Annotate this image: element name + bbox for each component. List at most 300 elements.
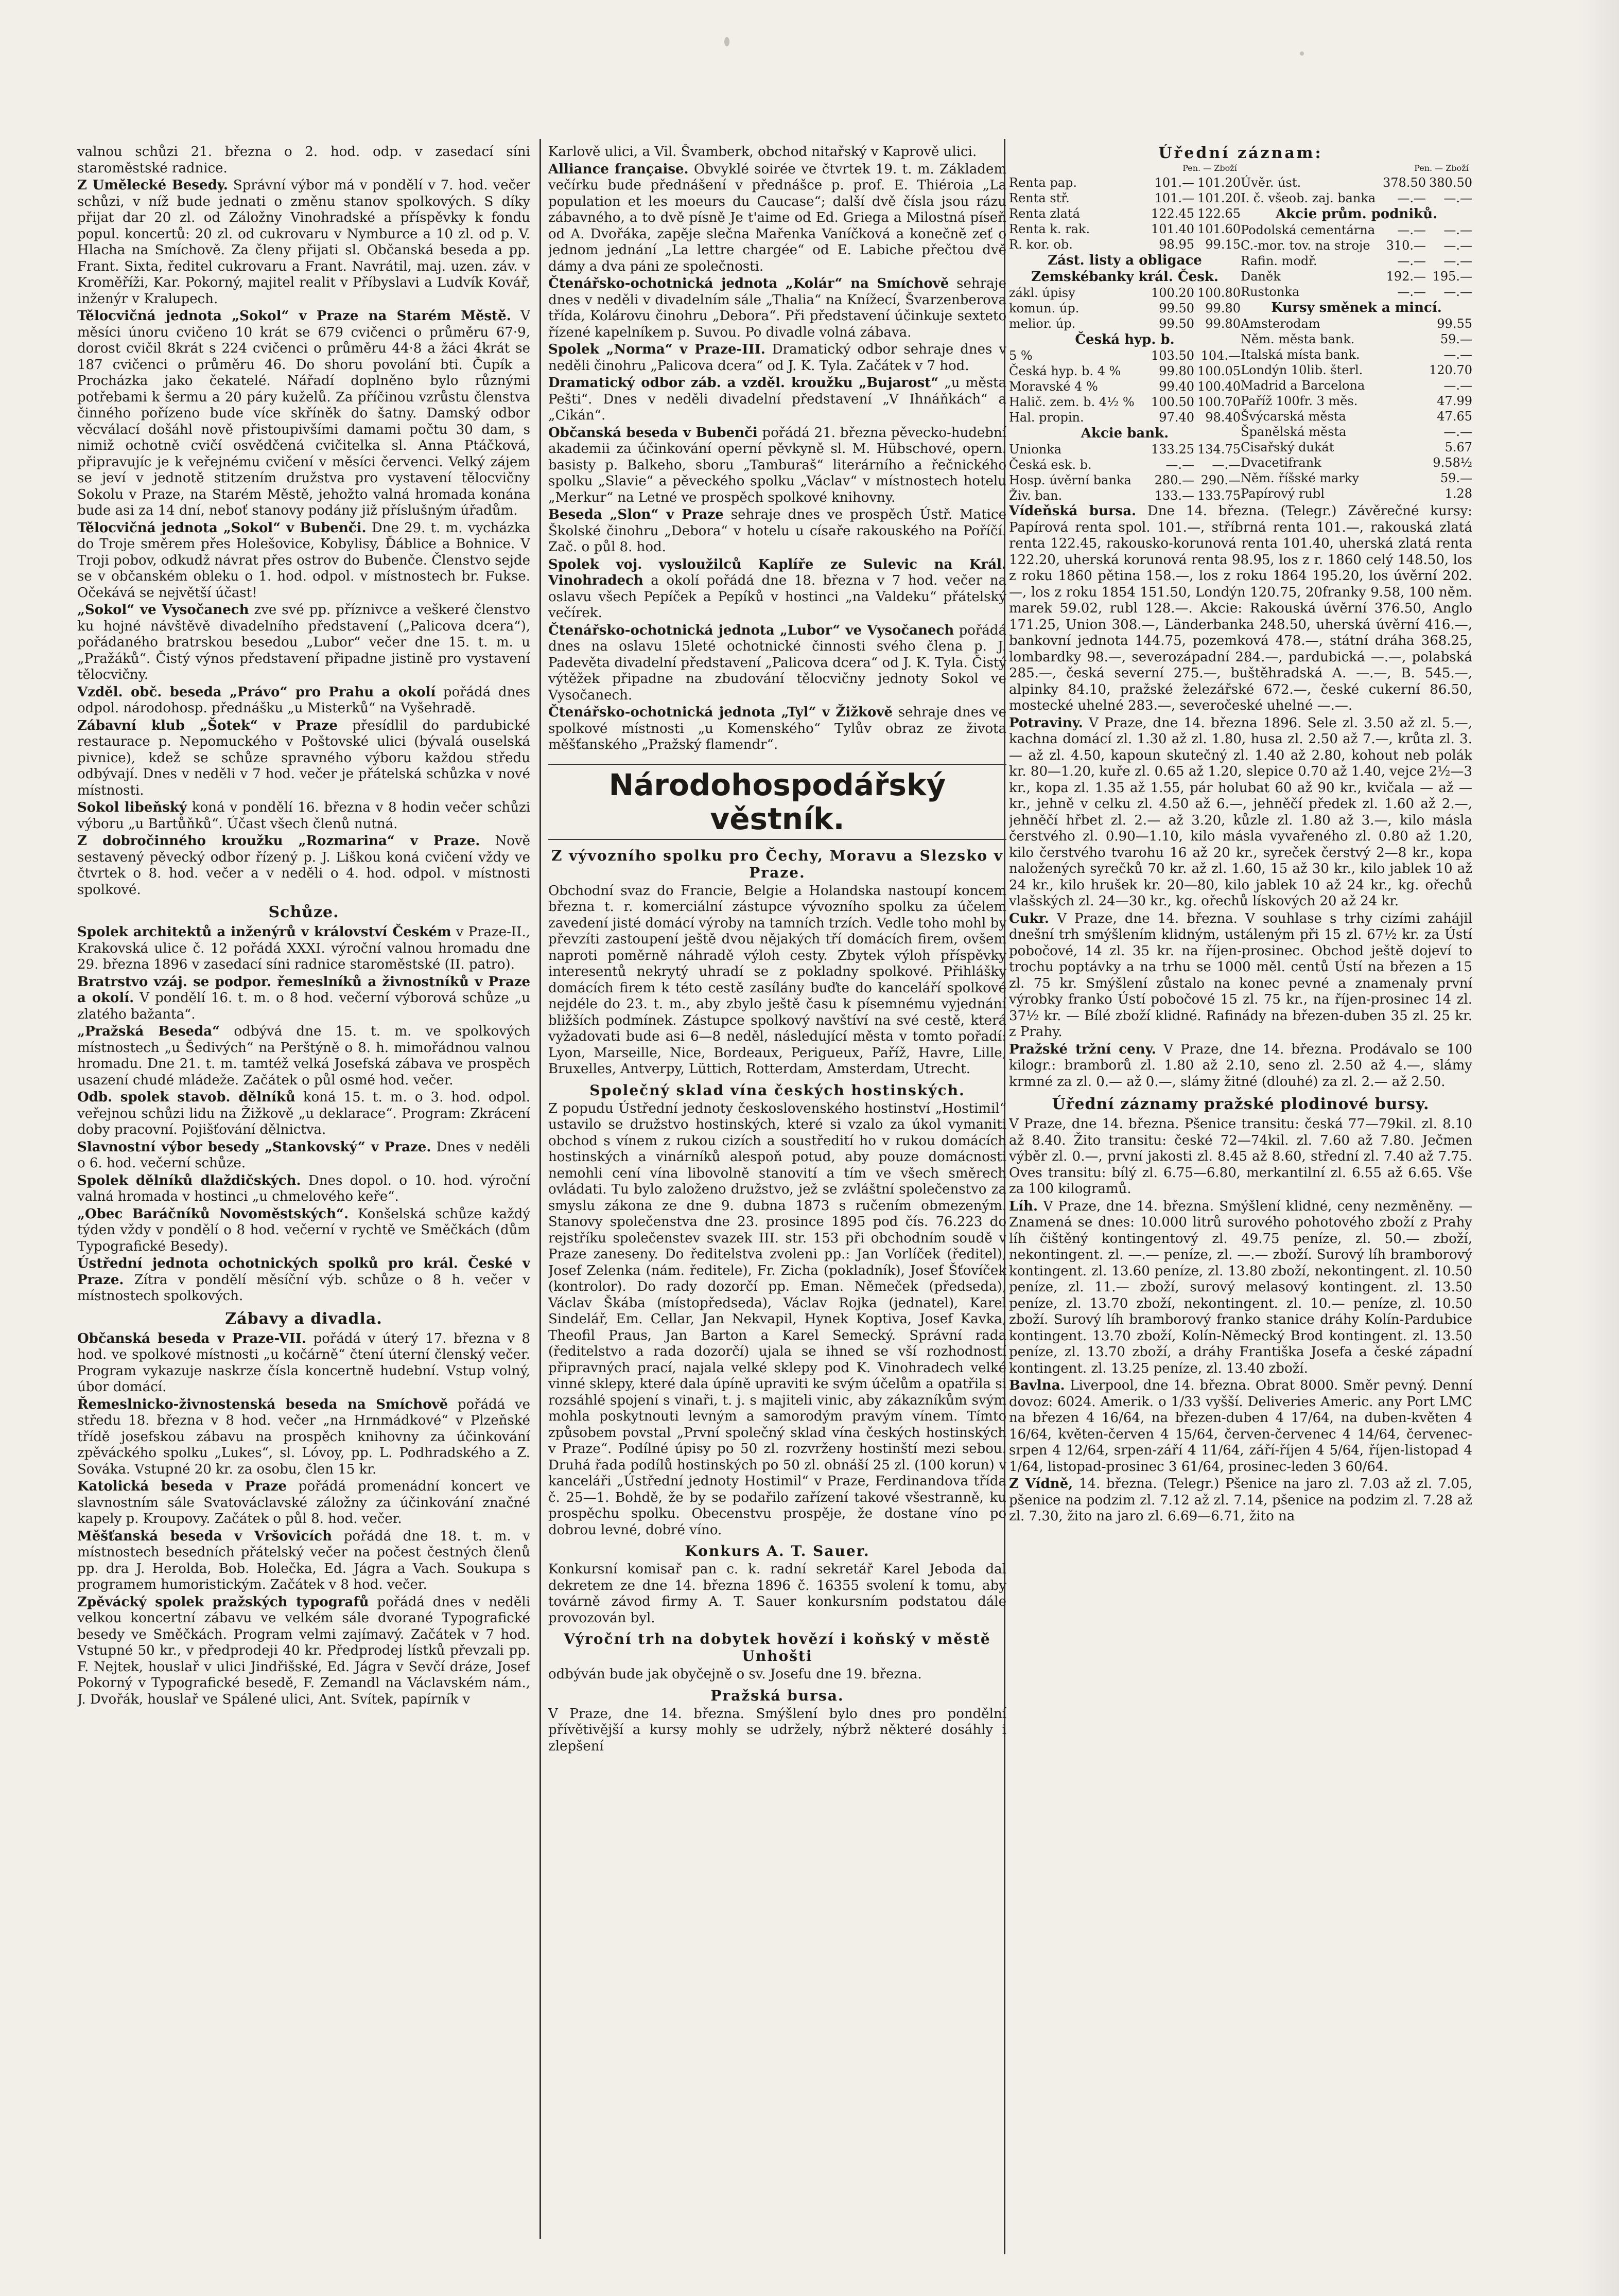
article-paragraph: [77, 1594, 530, 1708]
article-lead: Ústřední jednota ochotnických spolků pro král. České v Praze.: [77, 1256, 530, 1288]
price-ask: —.—: [1443, 254, 1472, 268]
price-bid: 192.—: [1386, 269, 1426, 284]
article-heading: Společný sklad vína českých hostinských.: [589, 1081, 965, 1099]
price-bid: [1380, 347, 1426, 362]
article-text: pořádá v úterý 17. března v 8 hod. ve spolkové místnosti „u kočárně“ čtení úterní členský večer. Program vykazuje naskrze čísla koncertně hudební. Vstup volný, úbor domácí.: [77, 1330, 530, 1395]
price-ask: 47.65: [1437, 409, 1472, 424]
price-ask: 101.60: [1197, 222, 1241, 236]
article-lead: Dramatický odbor záb. a vzděl. kroužku „Bujarost“: [548, 375, 939, 391]
article-lead: Katolická beseda v Praze: [77, 1479, 287, 1494]
price-bid: 99.50: [1159, 301, 1194, 316]
price-bid: [1380, 455, 1426, 470]
article-paragraph: [548, 705, 1006, 753]
article-paragraph: [548, 883, 1006, 1078]
article-paragraph: [548, 1706, 1006, 1755]
article-heading: Výroční trh na dobytek hovězí i koňský v městě Unhošti: [564, 1631, 991, 1664]
article-heading: Konkurs A. T. Sauer.: [685, 1543, 870, 1559]
article-lead: Zábavní klub „Šotek“ v Praze: [77, 717, 338, 733]
table-row: [1009, 206, 1241, 221]
security-name: zákl. úpisy: [1009, 286, 1075, 300]
security-name: I. č. všeob. zaj. banka: [1241, 191, 1376, 205]
table-row: [1241, 269, 1472, 284]
article-paragraph: [548, 162, 1006, 275]
table-row: [1009, 285, 1241, 301]
column-left: [77, 144, 530, 2234]
table-section-label: Kursy směnek a mincí.: [1271, 300, 1442, 316]
price-ask: 99.15: [1205, 237, 1241, 252]
article-paragraph: [77, 974, 530, 1023]
security-name: Španělská města: [1241, 425, 1347, 439]
security-name: Renta pap.: [1009, 176, 1077, 190]
table-row: [1241, 190, 1472, 206]
price-ask: 195.—: [1432, 269, 1472, 284]
article-text: pořádá dnes odpol. národohosp. přednášku „u Misterků“ na Vyšehradě.: [77, 684, 530, 716]
column-right: [1009, 144, 1472, 2265]
column-rule: [539, 139, 541, 2239]
price-ask: —.—: [1443, 378, 1472, 393]
security-name: melior. úp.: [1009, 317, 1076, 331]
table-row: [1241, 284, 1472, 300]
price-ask: 99.55: [1437, 317, 1472, 331]
security-name: Paříž 100fr. 3 měs.: [1241, 394, 1358, 408]
security-name: Rafin. modř.: [1241, 254, 1317, 268]
article-lead: Pražské tržní ceny.: [1009, 1041, 1156, 1057]
article-lead: Občanská beseda v Praze-VII.: [77, 1330, 306, 1346]
price-ask: 5.67: [1444, 440, 1472, 454]
article-text: pořádá dnes v neděli velkou koncertní zábavu ve velkém sále dvorané Typografické besedy ve Směčkách. Program velmi zajímavý. Začátek v 7 hod. Vstupné 50 kr., v předprodeji 40 kr. Předprodej lístků převzali pp. F. Nejtek, houslař v ulici Jindřišské, Ed. Jágra v Sevčí dráze, Josef Pokorný v Typografické besedě, F. Zemandl na Václavském nám., J. Dvořák, houslař ve Spálené ulici, Ant. Svítek, papírník v: [77, 1594, 530, 1707]
article-paragraph: [77, 1529, 530, 1593]
table-row: [1009, 237, 1241, 252]
article-paragraph: [77, 1140, 530, 1172]
price-ask: 134.75: [1197, 442, 1241, 457]
price-ask: 100.40: [1197, 379, 1241, 394]
section-heading: Schůze.: [268, 903, 339, 921]
table-row: [1009, 221, 1241, 237]
article-text: odbývá dne 15. t. m. ve spolkových místnostech „u Šedivých“ na Perštýně o 8. h. mimořádnou valnou hromadu. Dne 21. t. m. tamtéž velká Josefská zábava ve prospěch usazení chudé mládeže. Začátek o půl osmé hod. večer.: [77, 1024, 530, 1088]
security-name: Madrid a Barcelona: [1241, 378, 1365, 393]
head-right: Pen. — Zboží: [1414, 163, 1469, 173]
column-middle: [548, 144, 1006, 2259]
price-ask: 99.80: [1205, 301, 1241, 316]
official-record-title: Úřední záznam:: [1158, 144, 1323, 162]
article-paragraph: [548, 1562, 1006, 1626]
article-paragraph: [77, 602, 530, 683]
table-row: [1241, 455, 1472, 470]
security-name: Něm. města bank.: [1241, 332, 1355, 346]
security-name: Halič. zem. b. 4½ %: [1009, 395, 1135, 409]
article-text: pořádá dnes na oslavu 15leté ochotnické činnosti svého člena p. J. Padevěta divadelní představení „Palicova dcera“ od J. K. Tyla. Čistý výtěžek připadne na zbudování tělocvičny jednoty Sokol ve Vysočanech.: [548, 622, 1006, 703]
article-paragraph: [77, 1397, 530, 1478]
price-ask: —.—: [1443, 223, 1472, 237]
security-name: Česká hyp. b. 4 %: [1009, 364, 1121, 378]
exchange-table-right: [1241, 175, 1472, 503]
table-row: [1009, 488, 1241, 503]
table-row: [1241, 222, 1472, 238]
price-bid: —.—: [1397, 285, 1426, 299]
article-text: a okolí pořádá dne 18. března v 7 hod. večer na oslavu všech Pepíček a Pepíků v hostinci „na Valdeku“ přátelský večírek.: [548, 573, 1006, 621]
article-paragraph: [77, 1173, 530, 1205]
article-lead: Odb. spolek stavob. dělníků: [77, 1090, 295, 1105]
price-ask: —.—: [1443, 285, 1472, 299]
table-section-label: Akcie prům. podniků.: [1275, 206, 1438, 222]
article-paragraph: [1009, 1199, 1472, 1377]
article-paragraph: [77, 685, 530, 717]
article-paragraph: [77, 1256, 530, 1305]
article-lead: Cukr.: [1009, 910, 1049, 926]
price-ask: 101.20: [1197, 191, 1241, 205]
article-paragraph: [1009, 1116, 1472, 1198]
price-bid: 133.—: [1154, 488, 1194, 503]
article-text: V Praze, dne 14. března. Smýšlení klidné, ceny nezměněny. — Znamená se dnes: 10.000 litrů surového pohotového zboží z Prahy líh čištěný kontingentový zl. 49.75 peníze, zl. 50.— zboží, nekontingent. zl. —.— peníze, zl. —.— zboží. Surový líh bramborový kontingent. zl. 13.60 peníze, zl. 13.80 zboží, nekontingent. zl. 10.50 peníze, zl. 11.— zboží, surový melasový kontingent. zl. 13.50 peníze, zl. 13.70 zboží, nekontingent. zl. 10.— peníze, zl. 10.50 zboží. Surový líh bramborový franko stanice dráhy Kolín-Pardubice kontingent. 13.70 zboží, Kolín-Německý Brod kontingent. zl. 13.50 peníze, zl. 13.70 zboží, a dráhy Františka Josefa a české západní kontingent. zl. 13.25 peníze, zl. 13.40 zboží.: [1009, 1198, 1472, 1376]
article-text: Nově sestavený pěvecký odbor řízený p. J. Liškou koná cvičení vždy ve čtvrtek o 8. hod. večer a v neděli o 4. hod. odpol. v místnosti spolkové.: [77, 833, 530, 898]
price-ask: 101.20: [1197, 176, 1241, 190]
price-ask: —.—: [1443, 347, 1472, 362]
article-paragraph: [1009, 1476, 1472, 1525]
article-lead: Spolek voj. vysloužilců Kaplíře ze Sulevic na Král. Vinohradech: [548, 556, 1006, 588]
price-bid: [1380, 316, 1426, 331]
price-bid: [1380, 362, 1426, 378]
table-row: [1241, 253, 1472, 269]
article-text: V pondělí 16. t. m. o 8 hod. večerní výborová schůze „u zlatého bažanta“.: [77, 990, 530, 1022]
article-text: V Praze, dne 14. března. Smýšlení bylo dnes pro pondělní přívětivější a kursy mohly se udržely, nýbrž některé dosáhly i zlepšení: [548, 1706, 1006, 1754]
price-bid: [1380, 378, 1426, 393]
article-lead: Slavnostní výbor besedy „Stankovský“ v Praze.: [77, 1139, 431, 1155]
price-ask: 99.80: [1205, 317, 1241, 331]
table-section-label: Česká hyp. b.: [1075, 332, 1175, 347]
price-bid: 100.20: [1151, 286, 1194, 300]
security-name: Rustonka: [1241, 285, 1300, 299]
article-text: Dne 14. března. (Telegr.) Závěrečné kursy: Papírová renta spol. 101.—, stříbrná renta 101.—, rakouská zlatá renta 122.45, rakousko-korunová renta 101.40, uherská zlatá renta 122.20, uherská korunová renta 98.95, los z r. 1860 celý 148.50, los z roku 1860 pětina 158.—, los z roku 1864 195.20, los úvěrní 202.—, los z roku 1854 151.50, Londýn 120.75, 20franky 9.58, 100 něm. marek 59.02, rubl 128.—. Akcie: Rakouská úvěrní 376.50, Anglo 171.25, Union 308.—, Länderbanka 248.50, uherská úvěrní 416.—, bankovní jednota 144.75, pozemková 478.—, státní dráha 368.25, lombardky 98.—, severozápadní 284.—, pardubická —.—, polabská 285.—, česká severní 275.—, buštěhradská A. —.—, B. 545.—, alpinky 84.10, pražské železářské 672.—, české cukerní 86.50, mostecké uhelné 283.—, severočeské uhelné —.—.: [1009, 503, 1472, 713]
article-lead: Čtenářsko-ochotnická jednota „Kolár“ na Smíchově: [548, 276, 949, 291]
table-row: [1009, 316, 1241, 331]
article-paragraph: [548, 276, 1006, 341]
article-lead: Tělocvičná jednota „Sokol“ v Bubenči.: [77, 520, 367, 536]
article-text: V Praze, dne 14. března. Prodávalo se 100 kilogr.: bramborů zl. 1.80 až 2.10, seno zl. 2.50 až 4.—, slámy krmné za zl. 0.— až 0.—, slámy žitné (dlouhé) za zl. 2.— až 2.50.: [1009, 1041, 1472, 1090]
price-bid: 122.45: [1151, 206, 1194, 221]
price-bid: 101.—: [1154, 191, 1194, 205]
price-bid: [1380, 440, 1426, 455]
economic-section-title: Národohospodářský věstník.: [548, 764, 1006, 840]
article-lead: Vzděl. obč. beseda „Právo“ pro Prahu a okolí: [77, 684, 436, 700]
security-name: Unionka: [1009, 442, 1062, 457]
article-text: 14. března. (Telegr.) Pšenice na jaro zl. 7.03 až zl. 7.05, pšenice na podzim zl. 7.12 až zl. 7.14, pšenice na podzim zl. 7.28 až zl. 7.30, žito na jaro zl. 6.69—6.71, žito na: [1009, 1476, 1472, 1524]
article-text: Z popudu Ústřední jednoty československého hostinství „Hostimil“ ustavilo se družstvo hostinských, které si vzalo za úkol vymaniti obchod s vínem z rukou cizích a soustředití ho v rukou domácích hostinských a vinárníků alespoň potud, aby pouze domácnosti nemohli cení vína libovolně stanovití a tím ve všech směrech ovládati. Tu bylo založeno družstvo, jež se zvláštní společenstvo za smyslu zákona ze dne 9. dubna 1873 s ručením obmezeným. Stanovy společenstva dne 23. prosince 1895 pod čís. 76.223 do rejstříku společenstev svazek III. str. 153 při obchodním soudě v Praze zaneseny. Do ředitelstva zvoleni pp.: Jan Vorlíček (ředitel), Josef Zelenka (nám. ředitele), Fr. Zicha (pokladník), Josef Šťovíček (kontrolor). Do rady dozorčí pp. Eman. Němeček (předseda), Václav Škába (místopředseda), Václav Rojka (jednatel), Karel Sindelář, Em. Cellar, Jan Nekvapil, Hynek Koptiva, Josef Kavka, Theofil Praus, Jan Barton a Karel Semecký. Správní rada (ředitelstvo a rada dozorčí) ujala se ihned se vší rozhodností připravných prací, najala velké sklepy pod K. Vinohradech velké vinné sklepy, které dala úpíně upraviti ke svým účelům a opatřila si rozsáhlé spojení s vinaři, t. j. s majiteli vinic, aby zákazníkům svým mohla poskytnouti levným a samorodým pravým vínem. Tímto způsobem povstal „První společný sklad vína českých hostinských v Praze“. Podílné úpisy po 50 zl. rozvrženy hostinští mezi sebou. Druhá řada podílů hostinských po 50 zl. obnáší 25 zl. (100 korun) v kanceláři „Ústřední jednoty Hostimil“ v Praze, Ferdinandova třída č. 25—1. Bohdě, že by se podařilo zařízení takové všestranně, ku prospěchu spolku. Obecenstvu prospěje, že dostane víno po dobrou levné, dobré víno.: [548, 1100, 1006, 1538]
security-name: Dvacetifrank: [1241, 455, 1321, 470]
article-paragraph: [77, 178, 530, 307]
article-text: koná v pondělí 16. března v 8 hodin večer schůzi výboru „u Bartůňků“. Účast všech členů nutná.: [77, 800, 530, 832]
article-paragraph: [1009, 503, 1472, 714]
article-text: sehraje dnes v neděli v divadelním sále „Thalia“ na Knížecí, Švarzenberova třída, Kolárovu činohru „Debora“. Při představení účinkuje sexteto řízené kapelníkem p. Suvou. Po divadle volná zábava.: [548, 276, 1006, 340]
security-name: Hal. propin.: [1009, 410, 1084, 425]
article-paragraph: [77, 718, 530, 799]
article-lead: Bavlna.: [1009, 1378, 1065, 1393]
article-text: sehraje dnes ve prospěch Ústř. Matice Školské činohru „Debora“ v hotelu u císaře rakouského na Poříčí. Zač. o půl 8. hod.: [548, 507, 1006, 555]
security-name: 5 %: [1009, 348, 1033, 363]
article-lead: Občanská beseda v Bubenči: [548, 425, 758, 441]
article-text: Obchodní svaz do Francie, Belgie a Holandska nastoupí koncem března t. r. komerciální zástupce vývozního spolku za účelem zavedení jisté domácí výroby na tamních trzích. Vedle toho mohl by převzíti zastoupení ještě dvou nějakých tří domácích firem, ovšem naproti poměrně náhradě výloh cesty. Zbytek výloh příspěvky interesentů nekrytý uhradí se z pokladny spolkové. Přihlášky domácích firem k této cestě zasílány buďte do kanceláří spolkové nejdéle do 23. t. m., aby zbylo ještě času k písemnému vyjednání bližších podmínek. Zástupce spolkový navštíví na své cestě, která vyžadovati bude asi 6—8 neděl, následující města v tomto pořadí: Lyon, Marseille, Nice, Bordeaux, Perigueux, Paříž, Havre, Lille, Bruxelles, Antverpy, Lüttich, Rotterdam, Amsterdam, Utrecht.: [548, 883, 1006, 1077]
security-name: Podolská cementárna: [1241, 223, 1376, 237]
table-row: [1009, 348, 1241, 363]
article-lead: Čtenářsko-ochotnická jednota „Tyl“ v Žižkově: [548, 705, 893, 720]
article-lead: Zpěvácký spolek pražských typografů: [77, 1594, 369, 1610]
table-row: [1241, 424, 1472, 440]
table-section-label: Zást. listy a obligace: [1048, 253, 1202, 268]
price-bid: [1380, 486, 1426, 501]
security-name: Moravské 4 %: [1009, 379, 1098, 394]
article-paragraph: [548, 342, 1006, 374]
price-bid: —.—: [1165, 458, 1194, 472]
article-text: koná 15. t. m. o 3. hod. odpol. veřejnou schůzi lidu na Žižkově „u deklarace“. Program: Zkrácení doby pracovní. Pojišťování dělnictva.: [77, 1090, 530, 1137]
article-lead: Líh.: [1009, 1198, 1038, 1214]
price-bid: 99.40: [1159, 379, 1194, 394]
ink-spot: [1300, 51, 1304, 56]
table-row: [1241, 362, 1472, 378]
article-paragraph: [77, 144, 530, 177]
price-ask: 122.65: [1197, 206, 1241, 221]
price-bid: 103.50: [1151, 348, 1194, 363]
table-row: [1009, 394, 1241, 410]
article-heading: Z vývozního spolku pro Čechy, Moravu a Slezsko v Praze.: [551, 847, 1004, 881]
table-section-label: Akcie bank.: [1081, 426, 1169, 441]
price-bid: [1380, 331, 1426, 347]
price-bid: 280.—: [1154, 473, 1194, 487]
article-paragraph: [77, 833, 530, 898]
security-name: Renta zlatá: [1009, 206, 1080, 221]
article-lead: „Sokol“ ve Vysočanech: [77, 602, 249, 618]
price-bid: 101.—: [1154, 176, 1194, 190]
article-paragraph: [77, 1090, 530, 1138]
price-bid: —.—: [1397, 191, 1426, 205]
article-paragraph: [1009, 911, 1472, 1041]
article-lead: Vídeňská bursa.: [1009, 503, 1137, 519]
price-bid: 98.95: [1159, 237, 1194, 252]
article-text: Dnes dopol. o 10. hod. výroční valná hromada v hostinci „u chmelového keře“.: [77, 1172, 530, 1204]
price-ask: 1.28: [1444, 486, 1472, 501]
exchange-tables: [1009, 175, 1472, 503]
exchange-table-left: [1009, 175, 1241, 503]
article-paragraph: [1009, 1042, 1472, 1091]
article-lead: Z dobročinného kroužku „Rozmarina“ v Praze.: [77, 833, 480, 849]
article-lead: „Obec Baráčníků Novoměstských“.: [77, 1206, 349, 1222]
table-row: [1009, 442, 1241, 457]
article-text: Dramatický odbor sehraje dnes v neděli činohru „Palicova dcera“ od J. K. Tyla. Začátek v 7 hod.: [548, 342, 1006, 374]
article-lead: Spolek dělníků dlaždičských.: [77, 1172, 301, 1188]
price-ask: 100.05: [1197, 364, 1241, 378]
article-text: Karlově ulici, a Vil. Švamberk, obchod nitařský v Kaprově ulici.: [548, 144, 977, 160]
article-text: Dnes v neděli o 6. hod. večerní schůze.: [77, 1139, 530, 1171]
table-row: [1241, 440, 1472, 455]
table-row: [1009, 190, 1241, 206]
security-name: Živ. ban.: [1009, 488, 1063, 503]
article-text: Liverpool, dne 14. března. Obrat 8000. Směr pevný. Denní dovoz: 6024. Amerik. o 1/33 vyšší. Deliveries Americ. any Port LMC na březen 4 16/64, na březen-duben 4 17/64, na duben-květen 4 16/64, květen-červen 4 15/64, červen-červenec 4 14/64, červenec-srpen 4 12/64, srpen-září 4 11/64, září-říjen 4 5/64, říjen-listopad 4 1/64, listopad-prosinec 3 61/64, prosinec-leden 3 60/64.: [1009, 1378, 1472, 1475]
article-paragraph: [77, 1479, 530, 1528]
article-lead: Z Vídně,: [1009, 1476, 1073, 1492]
price-bid: 97.40: [1159, 410, 1194, 425]
security-name: Italská místa bank.: [1241, 347, 1360, 362]
article-text: „u města Pešti“. Dnes v neděli divadelní představení „V Ihnáňkách“ a „Cikán“.: [548, 375, 1006, 423]
price-ask: 104.—: [1200, 348, 1241, 363]
price-ask: —.—: [1443, 191, 1472, 205]
article-text: Správní výbor má v pondělí v 7. hod. večer schůzi, v níž bude jednati o změnu stanov spolkových. S díky přijat dar 20 zl. od Záložny Vinohradské a příspěvky k fondu popul. koncertů: 20 zl. od cukrovaru v Nymburce a 10 zl. od p. V. Hlacha na Smíchově. Za členy přijati sl. Občanská beseda a pp. Frant. Sixta, ředitel cukrovaru a Frant. Navrátil, maj. uzen. záv. v Kroměříži, Kar. Pokorný, majitel realit v Příbyslavi a Ludvík Kovář, inženýr v Kralupech.: [77, 178, 530, 307]
price-bid: 99.80: [1159, 364, 1194, 378]
table-row: [1241, 175, 1472, 190]
table-row: [1241, 393, 1472, 409]
price-bid: 133.25: [1151, 442, 1194, 457]
table-row: [1009, 175, 1241, 190]
head-left: Pen. — Zboží: [1182, 163, 1237, 173]
article-text: Konšelská schůze každý týden vždy v pondělí o 8 hod. večerní v rychtě ve Směčkách (dům Typografické Besedy).: [77, 1206, 530, 1254]
price-ask: 290.—: [1200, 473, 1241, 487]
article-text: přesídlil do pardubické restaurace p. Nepomuckého v Poštovské ulici (bývalá ouselská pivnice), kdež se schůze spravného výboru každou středu odbývají. Dnes v neděli v 7 hod. večer je přátelská schůzka v nové místnosti.: [77, 717, 530, 798]
table-row: [1241, 316, 1472, 331]
article-paragraph: [77, 1206, 530, 1255]
price-bid: —.—: [1397, 223, 1426, 237]
article-lead: Tělocvičná jednota „Sokol“ v Praze na Starém Městě.: [77, 308, 511, 324]
table-row: [1241, 486, 1472, 501]
price-ask: 59.—: [1440, 332, 1472, 346]
article-paragraph: [548, 144, 1006, 161]
security-name: Něm. říšské marky: [1241, 471, 1360, 485]
article-lead: Bratrstvo vzáj. se podpor. řemeslníků a živnostníků v Praze a okolí.: [77, 974, 530, 1006]
article-paragraph: [1009, 1378, 1472, 1475]
security-name: komun. úp.: [1009, 301, 1080, 316]
article-text: V Praze, dne 14. března 1896. Sele zl. 3.50 až zl. 5.—, kachna domácí zl. 1.30 až zl. 1.80, husa zl. 2.50 až 7.—, krůta zl. 3.— až zl. 4.50, kapoun skutečný zl. 1.40 až 2.80, kohout neb polák kr. 80—1.20, kuře zl. 0.65 až 1.20, slepice 0.70 až 1.40, vejce 2½—3 kr., kopa zl. 1.35 až 1.55, pár holubat 60 až 90 kr., kvičala — až — kr., jehně v celku zl. 4.50 až 6.—, jehněčí předek zl. 1.60 až 2.—, jehněčí hřbet zl. 2.— až 3.20, kůzle zl. 1.80 až 3.—, kilo másla čerstvého zl. 0.90—1.10, kilo másla vyvařeného zl. 0.80 až 1.20, kilo čerstvého tvarohu 16 až 20 kr., syreček čerstvý 2—8 kr., kopa naložených syrečků 70 kr. až zl. 1.60, 15 až 30 kr., kilo jablek 10 až 24 kr., kilo hrušek kr. 20—80, kilo jablek 10 až 24 kr., kg. ořechů vlašských zl. 24—30 kr., kg. ořechů lískových 20 až 24 kr.: [1009, 715, 1472, 909]
article-text: pořádá promenádní koncert ve slavnostním sále Svatováclavské záložny za účinkování značné kapely p. Kroupovy. Začátek o půl 8. hod. večer.: [77, 1479, 530, 1527]
article-text: Dne 29. t. m. vycházka do Troje směrem přes Holešovice, Kobylisy, Ďáblice a Bohnice. V Troji pobov, odkudž návrat přes ostrov do Bubenče. Členstvo sejde se v občanském obleku o 1. hod. odpol. v místnostech br. Fukse. Očekává se největší účast!: [77, 520, 530, 601]
page-edge-shadow: [1578, 0, 1619, 2296]
table-row: [1241, 409, 1472, 424]
price-ask: 98.40: [1205, 410, 1241, 425]
price-bid: 101.40: [1151, 222, 1194, 236]
price-ask: 59.—: [1440, 471, 1472, 485]
price-ask: —.—: [1212, 458, 1241, 472]
price-ask: 47.99: [1437, 394, 1472, 408]
security-name: Česká esk. b.: [1009, 458, 1092, 472]
article-paragraph: [548, 507, 1006, 556]
article-paragraph: [77, 520, 530, 602]
price-bid: [1380, 393, 1426, 409]
price-bid: [1380, 470, 1426, 486]
table-row: [1241, 238, 1472, 253]
price-ask: —.—: [1443, 238, 1472, 253]
security-name: Švýcarská města: [1241, 409, 1346, 424]
article-text: Konkursní komisař pan c. k. radní sekretář Karel Jeboda dal dekretem ze dne 14. března 1896 č. 16355 svolení k tomu, aby továrně závod firmy A. T. Sauer konkursním podstatou dále provozován byl.: [548, 1562, 1006, 1626]
article-text: pořádá dne 18. t. m. v místnostech besedních přátelský večer na počest čestných členů pp. dra J. Herolda, Bob. Holečka, Ed. Jágra a Vach. Soukupa s programem humoristickým. Začátek v 8 hod. večer.: [77, 1528, 530, 1592]
price-ask: 9.58½: [1433, 455, 1472, 470]
price-bid: [1380, 409, 1426, 424]
article-lead: Spolek architektů a inženýrů v království Českém: [77, 924, 451, 940]
price-bid: [1380, 424, 1426, 440]
table-row: [1009, 363, 1241, 379]
article-text: zve své pp. příznivce a veškeré členstvo ku hojné návštěvě divadelního představení („Palicova dcera“), pořádaného bratrskou besedou „Lubor“ večer dne 15. t. m. u „Pražáků“. Čistý výnos představení připadne jistině pro vystavení tělocvičny.: [77, 602, 530, 682]
article-paragraph: [77, 924, 530, 973]
article-paragraph: [77, 1024, 530, 1089]
table-row: [1009, 410, 1241, 425]
security-name: Hosp. úvěrní banka: [1009, 473, 1131, 487]
article-lead: Měšťanská beseda v Vršovicích: [77, 1528, 332, 1544]
price-bid: —.—: [1397, 254, 1426, 268]
article-paragraph: [548, 375, 1006, 424]
article-text: V měsíci únoru cvičeno 10 krát se 679 cvičenci o průměru 67·9, dorost cvičil 8krát s 224 cvičenci o průměru 44·8 a žáci 4krát se 187 cvičenci o průměru 46. Do shoru povolání bti. Čupík a Procházka jako čekatelé. Nářadí doplněno bylo různými potřebami k šermu a 20 páry kuželů. Za příčinou vzrůstu členstva činného pořízeno bude více skříněk do šatny. Damský odbor věcválací došáhl nově přistoupivšími damami počtu 30 dam, s nimiž ochotně cvičí osvědčená cvičitelka sl. Anna Ptáčková, připravujíc je k veřejnému cvičení v měsíci červenci. Velký zájem se jeví v jednotě stitzením družstva pro vystavení tělocvičny Sokolu v Praze, na Starém Městě, jehožto valná hromada konána bude asi za 14 dní, neboť stanovy podány již příslušným úřadům.: [77, 308, 530, 518]
article-heading: Pražská bursa.: [710, 1687, 844, 1704]
security-name: R. kor. ob.: [1009, 237, 1073, 252]
article-paragraph: [548, 425, 1006, 506]
article-lead: Sokol libeňský: [77, 800, 187, 815]
article-lead: Spolek „Norma“ v Praze-III.: [548, 342, 765, 357]
table-row: [1009, 457, 1241, 472]
article-paragraph: [548, 623, 1006, 704]
security-name: Londýn 10lib. šterl.: [1241, 363, 1363, 377]
table-head: [1009, 163, 1472, 173]
article-text: Obvyklé soirée ve čtvrtek 19. t. m. Základem večírku bude přednášení v přednášce p. prof. E. Thiéroia „La population et les moeurs du Caucase“; další dvě čísla jsou rázu zábavného, a to dvě písně Je t'aime od Ed. Griega a Milostná píseň od A. Dvořáka, zapěje slečna Mařenka Vaníčková a konečně zeť o jednom jednání „La lettre chargée“ od E. Labiche přečtou dvě dámy a dva páni ze společnosti.: [548, 161, 1006, 274]
table-section-label: Zemskébanky král. Česk.: [1031, 269, 1218, 285]
price-ask: 100.80: [1197, 286, 1241, 300]
security-name: Úvěr. úst.: [1241, 176, 1301, 190]
article-lead: Řemeslnicko-živnostenská beseda na Smíchově: [77, 1396, 448, 1412]
price-ask: 100.70: [1197, 395, 1241, 409]
article-lead: Z Umělecké Besedy.: [77, 178, 228, 193]
security-name: Renta k. rak.: [1009, 222, 1090, 236]
article-paragraph: [77, 308, 530, 519]
table-row: [1241, 331, 1472, 347]
security-name: C.-mor. tov. na stroje: [1241, 238, 1370, 253]
table-row: [1009, 379, 1241, 394]
price-ask: 120.70: [1429, 363, 1472, 377]
article-lead: Čtenářsko-ochotnická jednota „Lubor“ ve Vysočanech: [548, 622, 954, 638]
price-bid: 310.—: [1386, 238, 1426, 253]
table-row: [1009, 472, 1241, 488]
article-paragraph: [77, 1331, 530, 1396]
table-row: [1241, 347, 1472, 362]
article-text: Zítra v pondělí měsíční výb. schůze o 8 h. večer v místnostech spolkových.: [77, 1272, 530, 1304]
article-text: sehraje dnes ve spolkové místnosti „u Komenského“ Tylův obraz ze života měšťanského „Pražský flamendr“.: [548, 705, 1006, 752]
article-lead: Beseda „Slon“ v Praze: [548, 507, 724, 522]
article-text: v Praze-II., Krakovská ulice č. 12 pořádá XXXI. výroční valnou hromadu dne 29. března 1896 v zasedací síni radnice staroměstské (II. patro).: [77, 924, 530, 972]
article-text: V Praze, dne 14. března. Pšenice transitu: česká 77—79kil. zl. 8.10 až 8.40. Žito transitu: české 72—74kil. zl. 7.60 až 7.80. Ječmen výběr zl. 0.—, první jakosti zl. 8.45 až 8.60, střední zl. 7.40 až 7.75. Oves transitu: bílý zl. 6.75—6.80, merkantilní zl. 6.55 až 6.65. Vše za 100 kilogramů.: [1009, 1116, 1472, 1197]
security-name: Renta stř.: [1009, 191, 1070, 205]
article-paragraph: [548, 1101, 1006, 1539]
price-bid: 99.50: [1159, 317, 1194, 331]
table-row: [1009, 301, 1241, 316]
article-lead: Potraviny.: [1009, 715, 1083, 731]
article-text: pořádá 21. března pěvecko-hudební akademii za účinkování operní pěvkyně sl. M. Hübschové, opern. basisty p. Balkeho, sboru „Tamburaš“ literárního a řečnického spolku „Slavie“ a pěveckého spolku „Václav“ v místnostech hotelu „Merkur“ na Letné ve prospěch spolkové knihovny.: [548, 425, 1006, 505]
article-text: pořádá ve středu 18. března v 8 hod. večer „na Hrnmádkové“ v Plzeňské třídě josefskou zábavu na prospěch knihovny za účinkování zpěváckého spolku „Lukes“, sl. Lóvoy, pp. L. Podhradského a Z. Sováka. Vstupné 20 kr. za osobu, člen 15 kr.: [77, 1396, 530, 1477]
table-row: [1241, 470, 1472, 486]
price-ask: —.—: [1443, 425, 1472, 439]
ink-spot: [724, 37, 729, 46]
price-ask: 133.75: [1197, 488, 1241, 503]
article-text: odbýván bude jak obyčejně o sv. Josefu dne 19. března.: [548, 1667, 922, 1682]
price-bid: 378.50: [1383, 176, 1426, 190]
security-name: Amsterodam: [1241, 317, 1320, 331]
market-reports: [1009, 503, 1472, 1525]
article-text: V Praze, dne 14. března. V souhlase s trhy cizími zahájil dnešní trh smýšlením klidným, ustáleným při 15 zl. 67½ kr. za Ústí pobočové, 14 zl. 35 kr. na říjen-prosinec. Obchod ještě dojeví to trochu poptávky a na trhu se 1000 měl. centů Ústí na březen a 15 zl. 75 kr. Smýšlení zůstalo na konec pevné a znamenaly první výrobky franko Ústí pobočové 15 zl. 75 kr., na říjen-prosinec 14 zl. 37½ kr. — Bílé zboží klidné. Rafinády na březen-duben 35 zl. 25 kr. z Prahy.: [1009, 910, 1472, 1040]
section-heading: Úřední záznamy pražské plodinové bursy.: [1052, 1095, 1430, 1113]
security-name: Daněk: [1241, 269, 1281, 284]
article-paragraph: [548, 1667, 1006, 1683]
section-heading: Zábavy a divadla.: [225, 1309, 382, 1328]
article-lead: „Pražská Beseda“: [77, 1024, 220, 1039]
article-paragraph: [548, 557, 1006, 622]
article-paragraph: [1009, 715, 1472, 910]
price-ask: 380.50: [1429, 176, 1472, 190]
security-name: Cisařský dukát: [1241, 440, 1334, 454]
article-lead: Alliance française.: [548, 161, 689, 177]
article-paragraph: [77, 800, 530, 832]
table-row: [1241, 378, 1472, 393]
price-bid: 100.50: [1151, 395, 1194, 409]
article-text: valnou schůzi 21. března o 2. hod. odp. v zasedací síni staroměstské radnice.: [77, 144, 530, 176]
